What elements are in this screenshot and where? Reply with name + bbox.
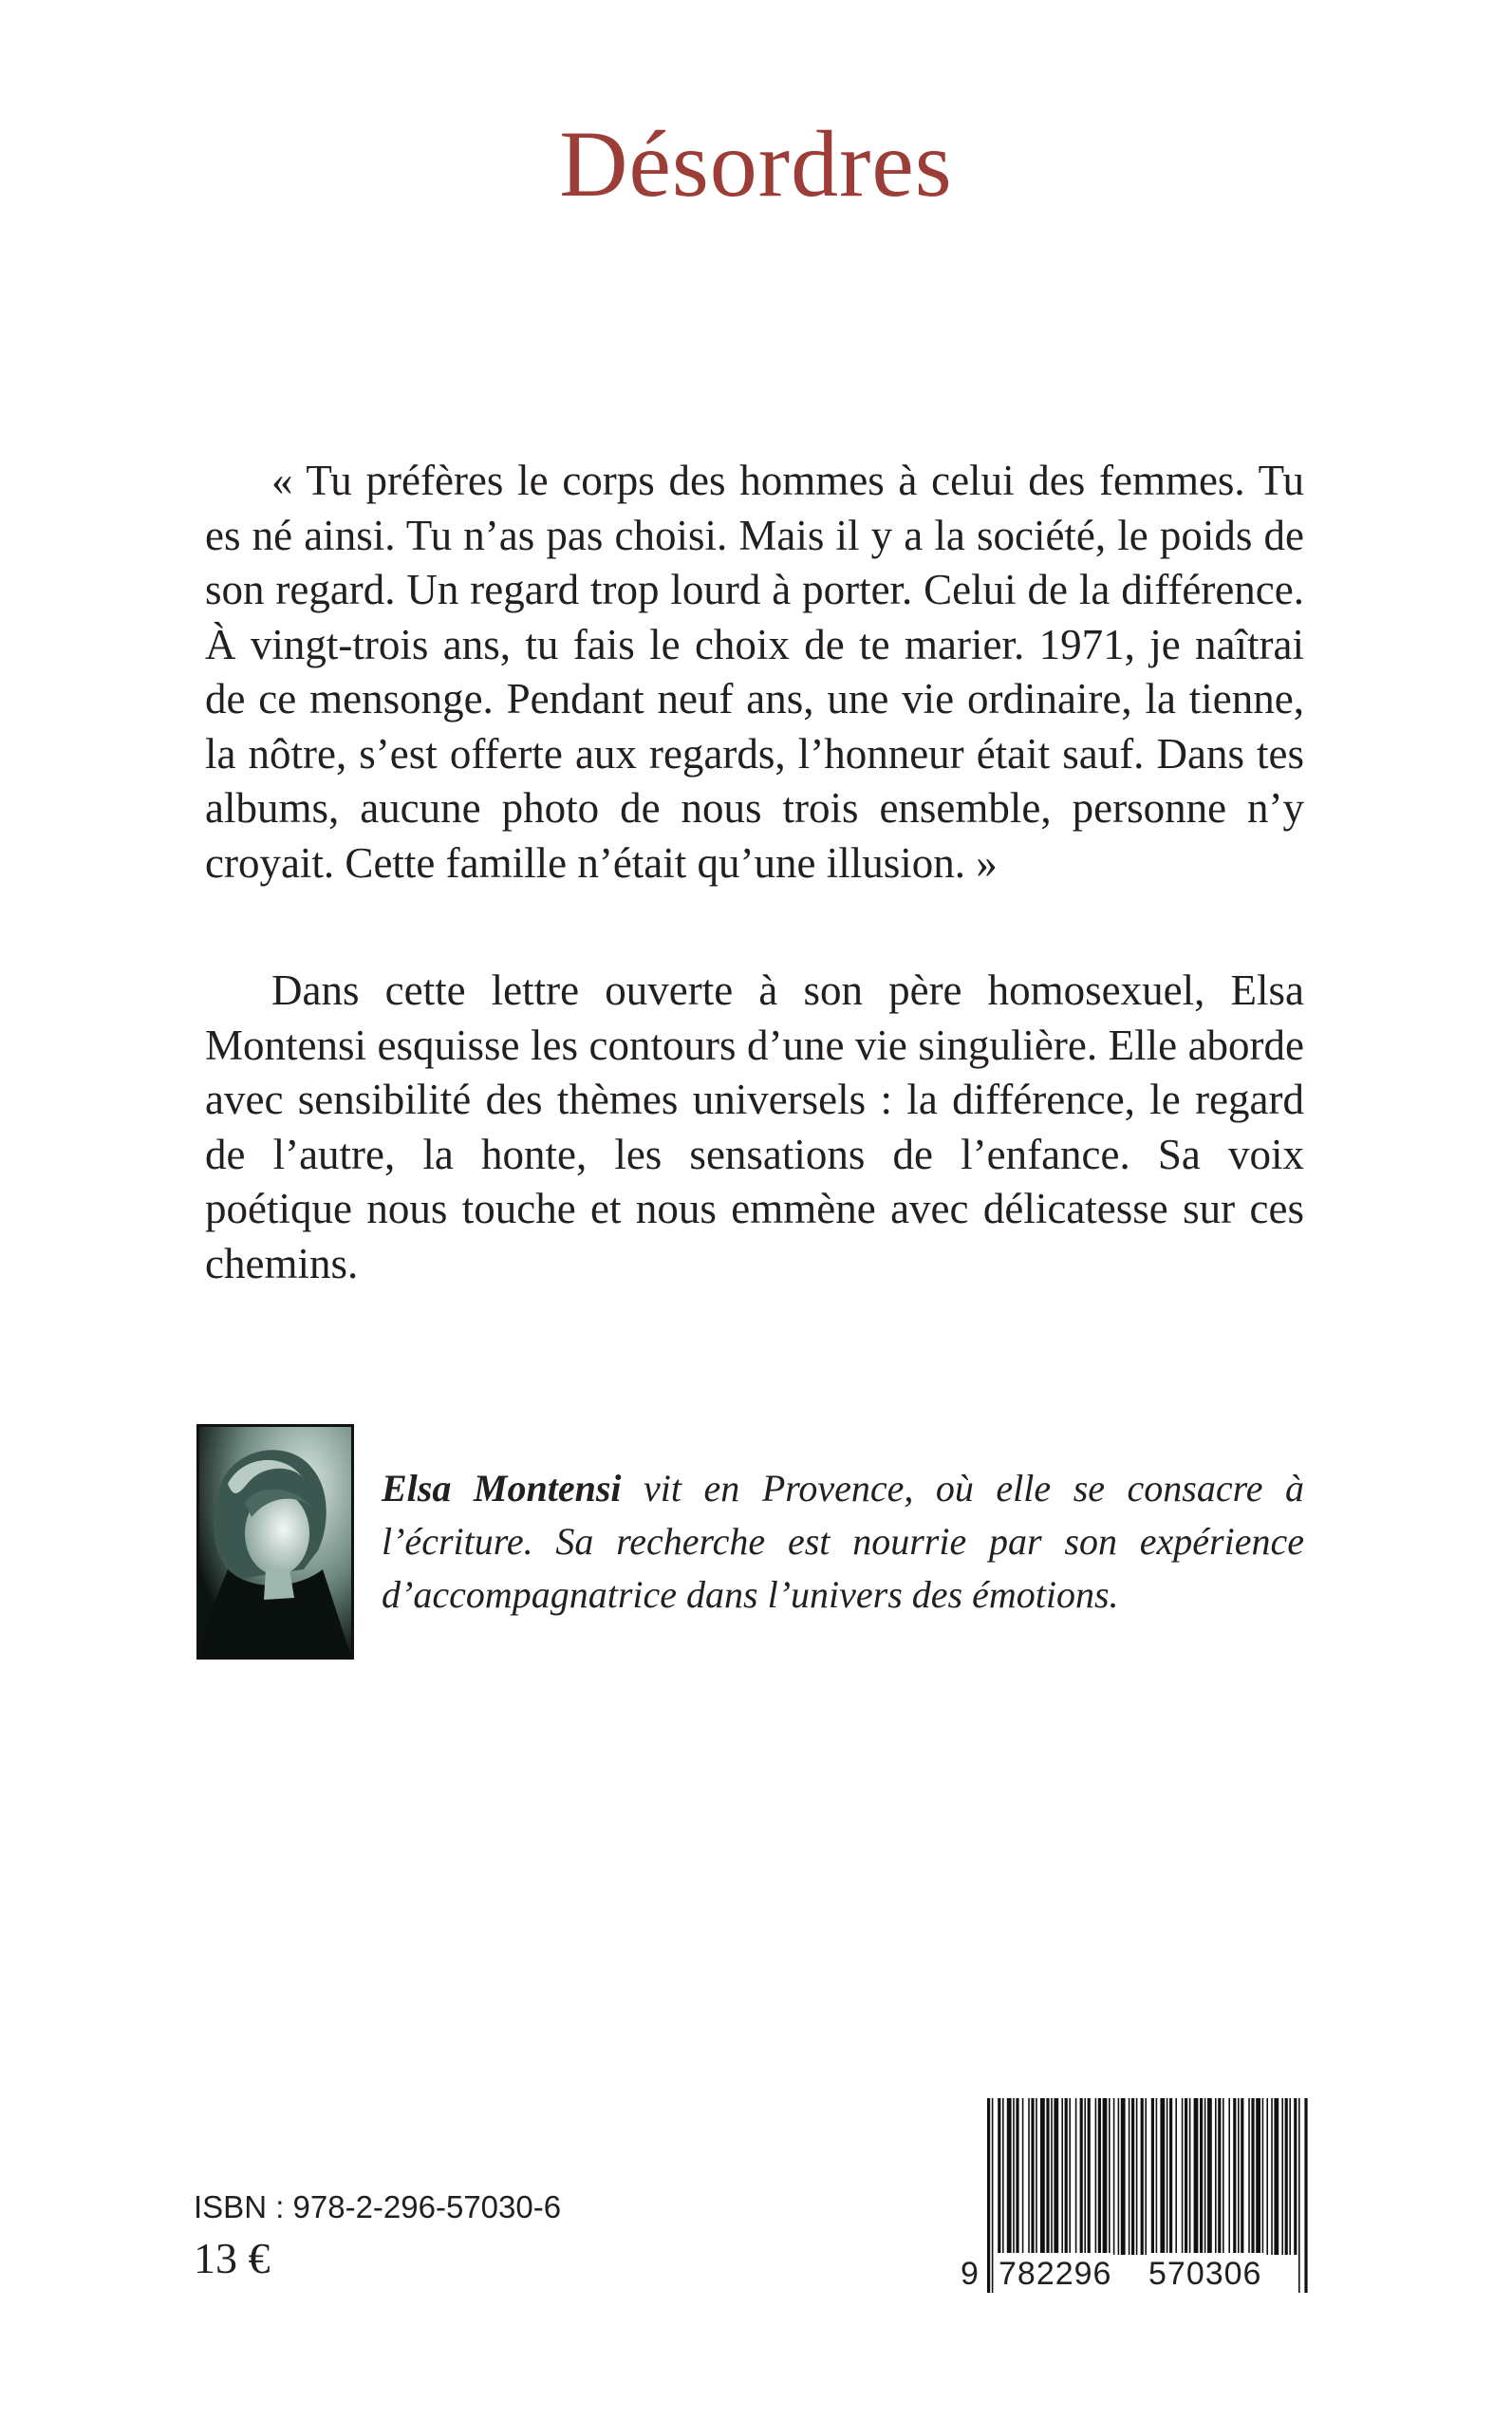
barcode-bar (1289, 2098, 1291, 2255)
barcode-bar (1022, 2098, 1024, 2255)
barcode-bar (1007, 2098, 1012, 2255)
barcode-bar (1031, 2098, 1034, 2255)
isbn-text: ISBN : 978-2-296-57030-6 (194, 2189, 562, 2224)
barcode-bar (1069, 2098, 1071, 2255)
barcode-bar (998, 2098, 1000, 2255)
quote-text: « Tu préfères le corps des hommes à celui des femmes. Tu es né ainsi. Tu n’as pas choisi. Mais il y a la société, le poids de son regard. Un regard trop lourd à porter. Celui de la différence. À vingt-trois ans, tu fais le choix de te marier. 1971, je naîtrai de ce mensonge. Pendant neuf ans, une vie ordinaire, la tienne, la nôtre, s’est offerte aux regards, l’honneur était sauf. Dans tes albums, aucune photo de nous trois ensemble, personne n’y croyait. Cette famille n’était qu’une illusion. » (205, 457, 1304, 887)
barcode-bar (1061, 2098, 1063, 2255)
barcode-bar (1080, 2098, 1083, 2255)
author-photo (196, 1424, 354, 1660)
barcode-bar (1189, 2098, 1191, 2255)
barcode-bar (1271, 2098, 1273, 2255)
barcode-bar (1285, 2098, 1288, 2255)
barcode-bar (1013, 2098, 1015, 2255)
author-bio-text: vit en Provence, où elle se consacre à l’écriture. Sa recherche est nourrie par son expérience d’accompagnatrice dans l’univers des émotions. (382, 1467, 1304, 1616)
barcode-bar (1040, 2098, 1045, 2255)
barcode-bar (1113, 2098, 1115, 2255)
barcode-bar (1256, 2098, 1260, 2255)
barcode-bar (1002, 2098, 1004, 2255)
barcode-bar (1233, 2098, 1236, 2255)
barcode-digits-right: 570306 (1147, 2253, 1263, 2295)
barcode-bar (1200, 2098, 1203, 2255)
barcode-bar (1238, 2098, 1240, 2255)
barcode-bar (1215, 2098, 1217, 2255)
barcode-bar (1266, 2098, 1268, 2255)
barcode-bar (1075, 2098, 1077, 2255)
barcode-bar (1054, 2098, 1058, 2255)
barcode-bar (1169, 2098, 1172, 2255)
barcode-bar (1167, 2098, 1168, 2255)
barcode-bar (1228, 2098, 1230, 2255)
barcode-bar (1028, 2098, 1030, 2255)
barcode-bar (1160, 2098, 1165, 2255)
barcode-bar (1175, 2098, 1177, 2255)
book-title: Désordres (559, 111, 953, 216)
barcode-bar (1274, 2098, 1279, 2255)
barcode-bar (1084, 2098, 1086, 2255)
barcode-bar (1121, 2098, 1126, 2255)
barcode-bar (1088, 2098, 1091, 2255)
barcode-bar (1294, 2098, 1297, 2255)
barcode-bar (1204, 2098, 1206, 2255)
barcode-bar (1141, 2098, 1144, 2255)
book-summary (205, 964, 1304, 1291)
barcode-bar (1065, 2098, 1068, 2255)
barcode-bar (1046, 2098, 1049, 2255)
barcode-bar (1098, 2098, 1101, 2255)
barcode-bar (1251, 2098, 1254, 2255)
barcode-bar (1156, 2098, 1158, 2255)
barcode-bar (1051, 2098, 1053, 2255)
barcode-bar (1223, 2098, 1224, 2255)
barcode-bar (1095, 2098, 1097, 2255)
barcode-bar (1145, 2098, 1147, 2255)
barcode-bar (1248, 2098, 1250, 2255)
barcode-bar (1207, 2098, 1212, 2255)
barcode-bar (1136, 2098, 1138, 2255)
barcode-bar (1185, 2098, 1187, 2255)
barcode-bar (1262, 2098, 1264, 2255)
summary-text: Dans cette lettre ouverte à son père homosexuel, Elsa Montensi esquisse les contours d’une vie singulière. Elle aborde avec sensibilité des thèmes universels : la différence, le regard de l’autre, la honte, les sensations de l’enfance. Sa voix poétique nous touche et nous emmène avec délicatesse sur ces chemins. (205, 966, 1304, 1287)
author-bio (382, 1462, 1304, 1622)
author-portrait-image (199, 1427, 351, 1657)
barcode-digits-left: 782296 (997, 2253, 1113, 2295)
barcode-bar (1194, 2098, 1199, 2255)
barcode-digit-first: 9 (959, 2253, 980, 2295)
barcode-bar (1016, 2098, 1018, 2255)
barcode-bar (1218, 2098, 1221, 2255)
price-text: 13 € (194, 2234, 271, 2282)
barcode-bar (1118, 2098, 1120, 2255)
barcode-digits (959, 2253, 1312, 2295)
barcode-bar (1131, 2098, 1134, 2255)
quote-excerpt (205, 454, 1304, 891)
author-name: Elsa Montensi (382, 1467, 622, 1510)
barcode-bar (1036, 2098, 1037, 2255)
barcode-bar (1281, 2098, 1283, 2255)
barcode-bar (1182, 2098, 1184, 2255)
barcode-bar (1241, 2098, 1243, 2255)
barcode-bar (1129, 2098, 1130, 2255)
barcode-bar (1151, 2098, 1154, 2255)
